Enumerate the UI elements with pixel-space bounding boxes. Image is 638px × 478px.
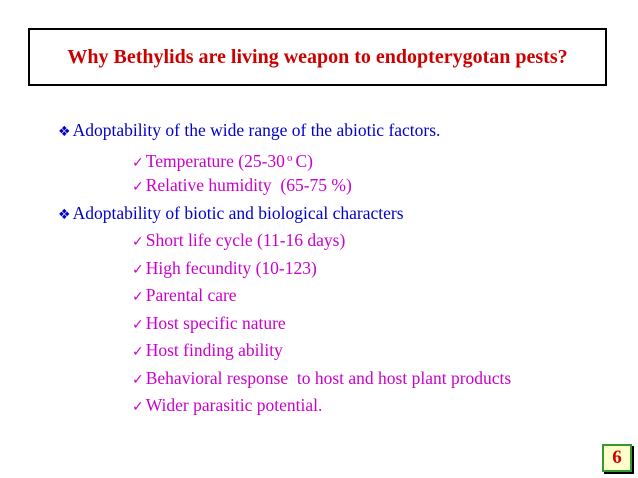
- bullet-text: Short life cycle (11-16 days): [145, 230, 346, 250]
- sub-bullet-item: [58, 365, 618, 393]
- bullet-text: High fecundity (10-123): [145, 257, 317, 278]
- bullet-text: Relative humidity (65-75 %): [145, 175, 352, 195]
- bullet-text: Host specific nature: [145, 312, 286, 333]
- sub-bullet-item: [58, 145, 618, 173]
- check-mark-icon: ✓: [132, 261, 144, 278]
- bullet-text: Behavioral response to host and host plant products: [145, 367, 512, 388]
- check-mark-icon: ✓: [132, 154, 144, 171]
- page-number-box: [602, 444, 632, 472]
- sub-bullet-item: [58, 337, 618, 365]
- sub-bullet-item: [58, 255, 618, 283]
- bullet-text: Parental care: [145, 285, 237, 305]
- bullet-text: Temperature (25-30: [145, 150, 285, 171]
- bullet-text: Host finding ability: [145, 340, 283, 360]
- check-mark-icon: ✓: [132, 371, 144, 388]
- diamond-bullet-icon: ❖: [58, 206, 71, 223]
- bullet-text: Adoptability of biotic and biological characters: [72, 202, 404, 223]
- page-number: 6: [612, 447, 622, 468]
- check-mark-icon: ✓: [132, 289, 144, 305]
- sub-bullet-item: [58, 392, 618, 420]
- degree-superscript: o: [286, 151, 293, 164]
- bullet-text: Wider parasitic potential.: [145, 395, 323, 415]
- sub-bullet-item: [58, 227, 618, 255]
- check-mark-icon: ✓: [132, 344, 144, 360]
- bullet-item: [58, 117, 618, 145]
- bullet-text: Adoptability of the wide range of the abiotic factors.: [72, 120, 441, 140]
- sub-bullet-item: [58, 310, 618, 338]
- sub-bullet-item: [58, 172, 618, 200]
- check-mark-icon: ✓: [132, 316, 144, 333]
- slide-title: Why Bethylids are living weapon to endopterygotan pests?: [67, 45, 568, 68]
- title-box: [28, 28, 607, 86]
- bullet-item: [58, 200, 618, 228]
- bullet-list: [58, 117, 618, 420]
- check-mark-icon: ✓: [132, 179, 144, 195]
- check-mark-icon: ✓: [132, 234, 144, 250]
- diamond-bullet-icon: ❖: [58, 124, 71, 140]
- check-mark-icon: ✓: [132, 399, 144, 415]
- sub-bullet-item: [58, 282, 618, 310]
- bullet-text-suffix: C): [295, 150, 313, 171]
